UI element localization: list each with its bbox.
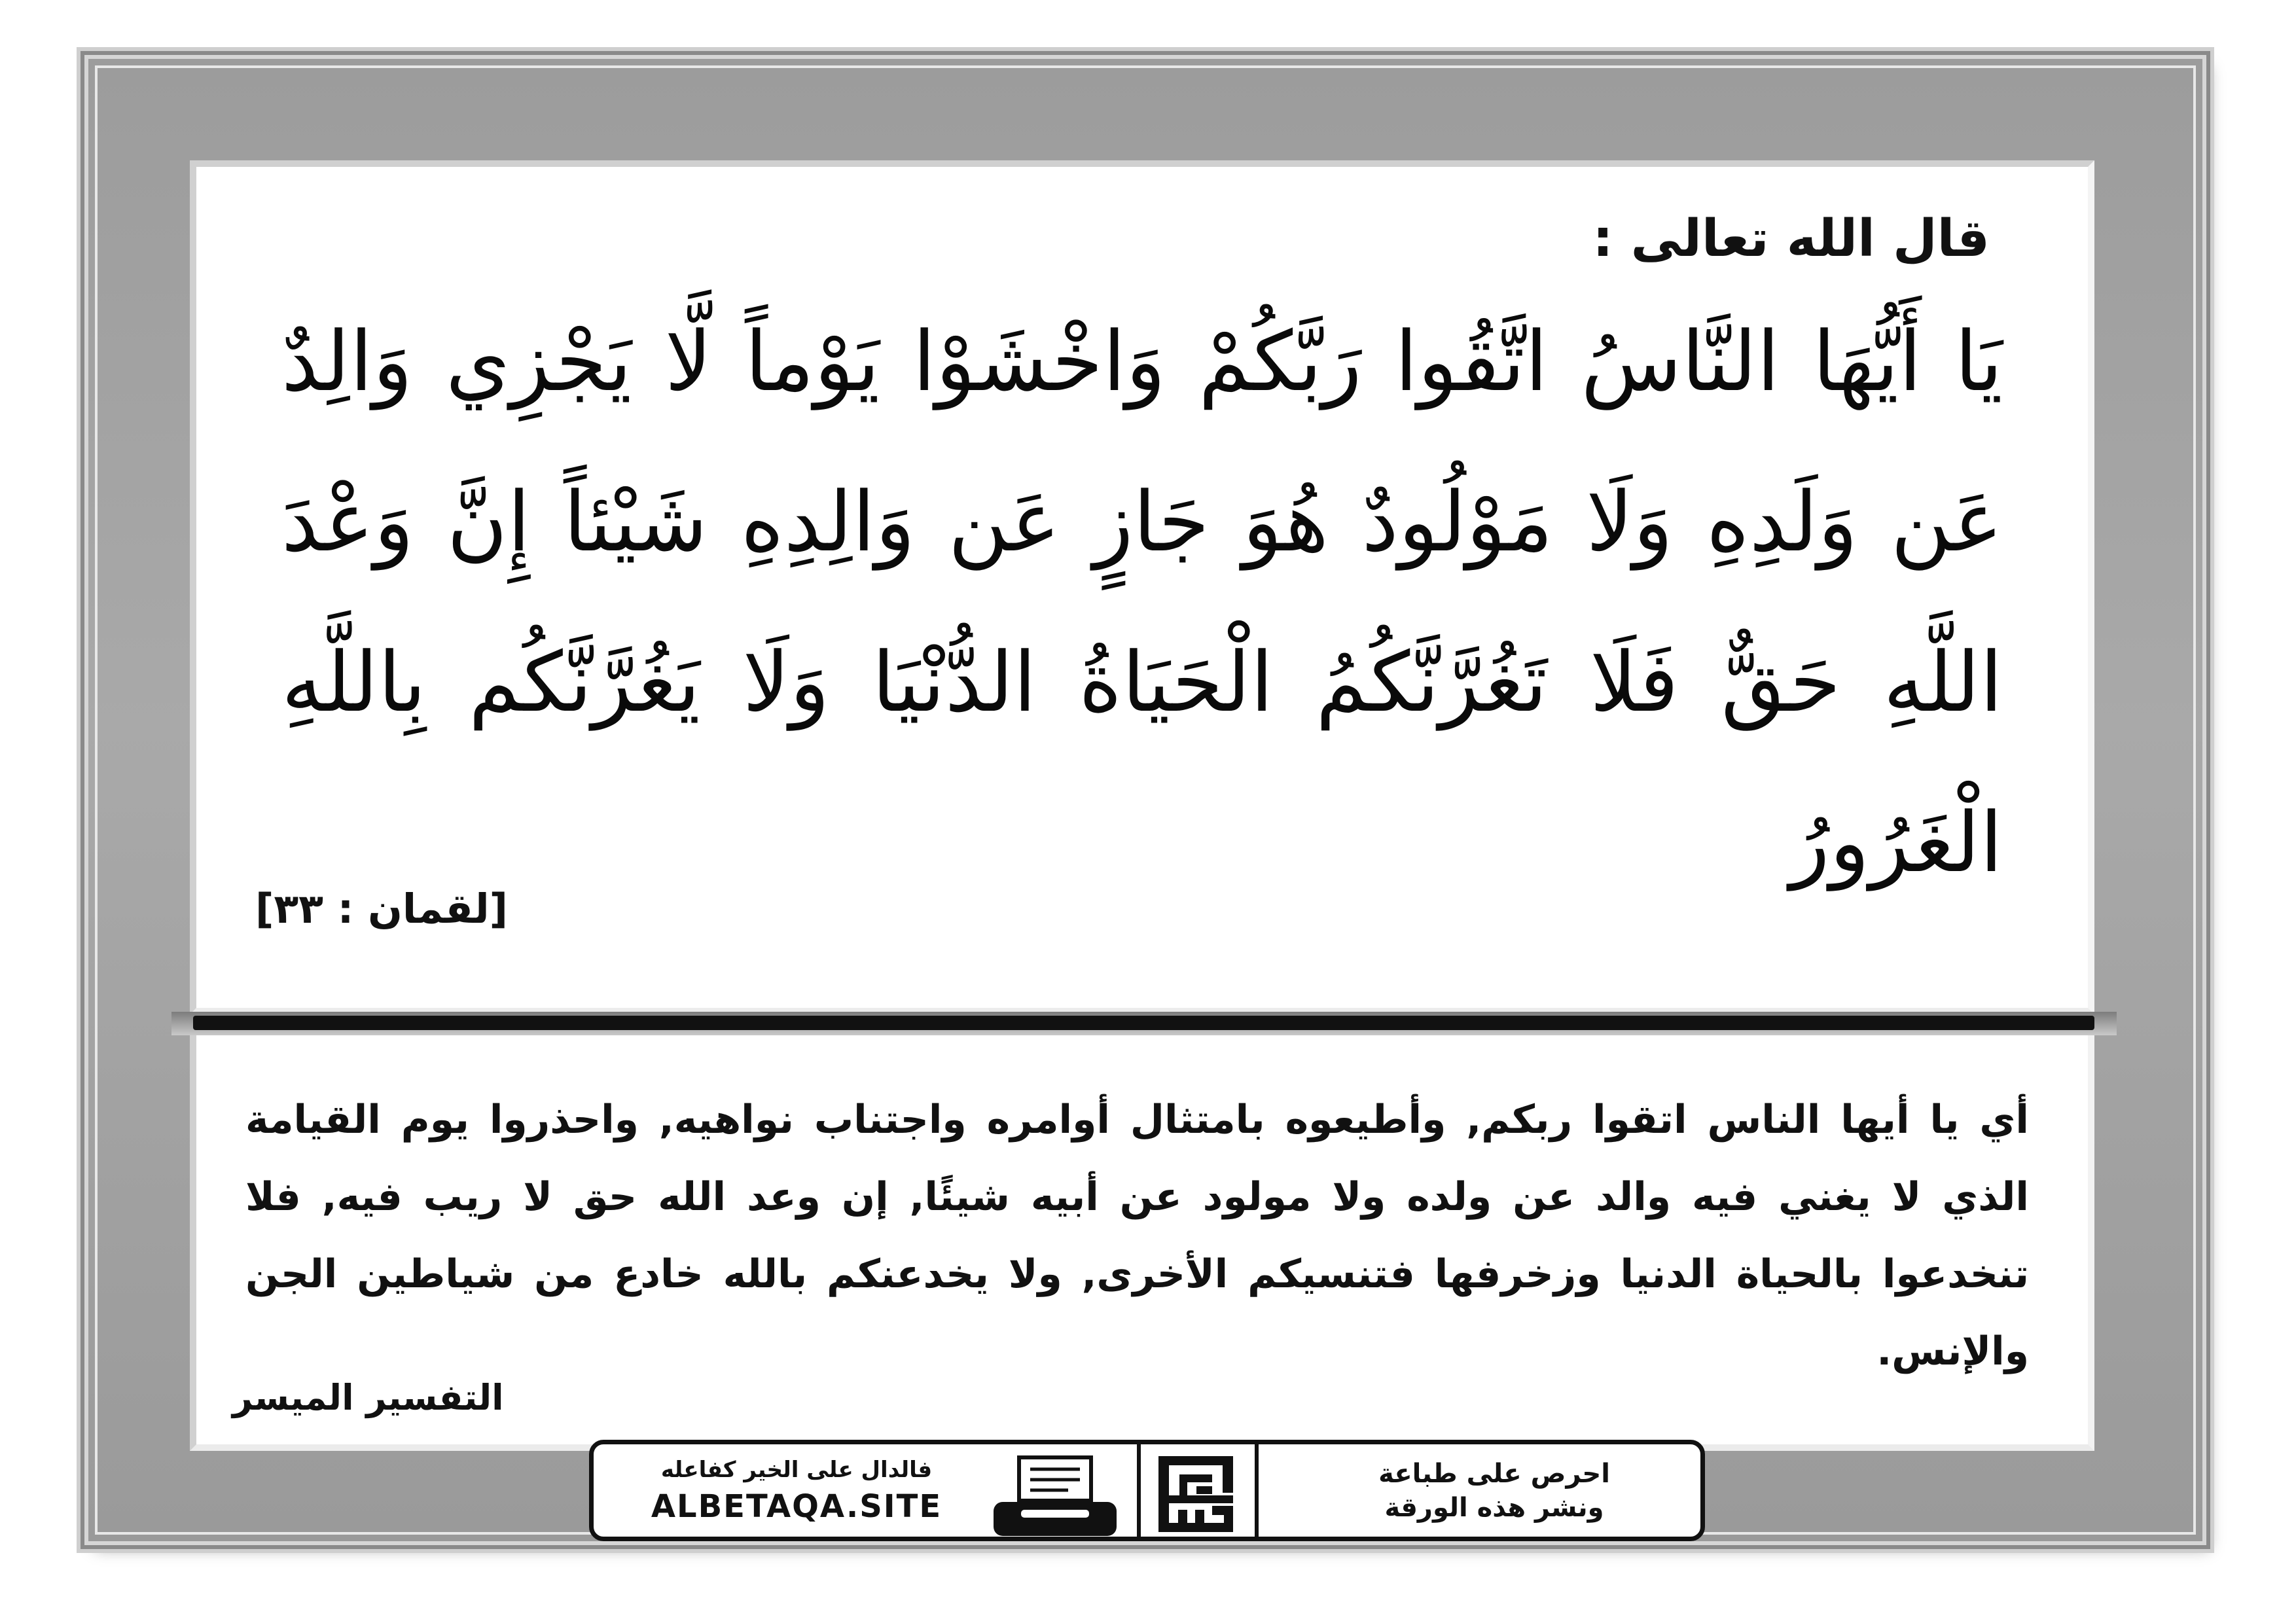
- footer-separator: [1255, 1444, 1259, 1537]
- tafsir-text: أي يا أيها الناس اتقوا ربكم, وأطيعوه بامتثال أوامره واجتناب نواهيه, واحذروا يوم القيامة الذي لا يغني فيه والد عن ولده ولا مولود عن أبيه شيئًا, إن وعد الله حق لا ريب فيه, فلا تنخدعوا بالحياة الدنيا وزخرفها فتنسيكم الأخرى, ولا يخدعنكم بالله خادع من شياطين الجن والإنس.: [245, 1097, 2029, 1374]
- verse-intro: قال الله تعالى :: [1592, 209, 1990, 268]
- footer-print-note: [1311, 1444, 1677, 1537]
- verse-panel: [190, 160, 2094, 1014]
- albetaqa-logo: [1153, 1452, 1238, 1536]
- tafsir-source: التفسير الميسر: [232, 1377, 504, 1418]
- printer-icon: [990, 1455, 1121, 1539]
- footer-note: فالدال على الخير كفاعله: [660, 1456, 933, 1483]
- quran-verse: يَا أَيُّهَا النَّاسُ اتَّقُوا رَبَّكُمْ وَاخْشَوْا يَوْماً لَّا يَجْزِي وَالِدٌ عَن وَلَدِهِ وَلَا مَوْلُودٌ هُوَ جَازٍ عَن وَالِدِهِ شَيْئاً إِنَّ وَعْدَ اللَّهِ حَقٌّ فَلَا تَغُرَّنَّكُمُ الْحَيَاةُ الدُّنْيَا وَلَا يَغُرَّنَّكُم بِاللَّهِ الْغَرُورُ: [281, 313, 2003, 891]
- site-link[interactable]: ALBETAQA.SITE: [651, 1488, 942, 1525]
- print-note-line-1: احرص على طباعة: [1378, 1458, 1610, 1489]
- verse-reference: [لقمان : ٣٣]: [255, 885, 508, 933]
- footer-bar: [589, 1440, 1705, 1541]
- tafsir-panel: [190, 1035, 2094, 1451]
- divider-bar: [193, 1016, 2094, 1030]
- footer-site-block: [613, 1444, 980, 1537]
- footer-separator: [1137, 1444, 1141, 1537]
- print-note-line-2: ونشر هذه الورقة: [1384, 1492, 1604, 1523]
